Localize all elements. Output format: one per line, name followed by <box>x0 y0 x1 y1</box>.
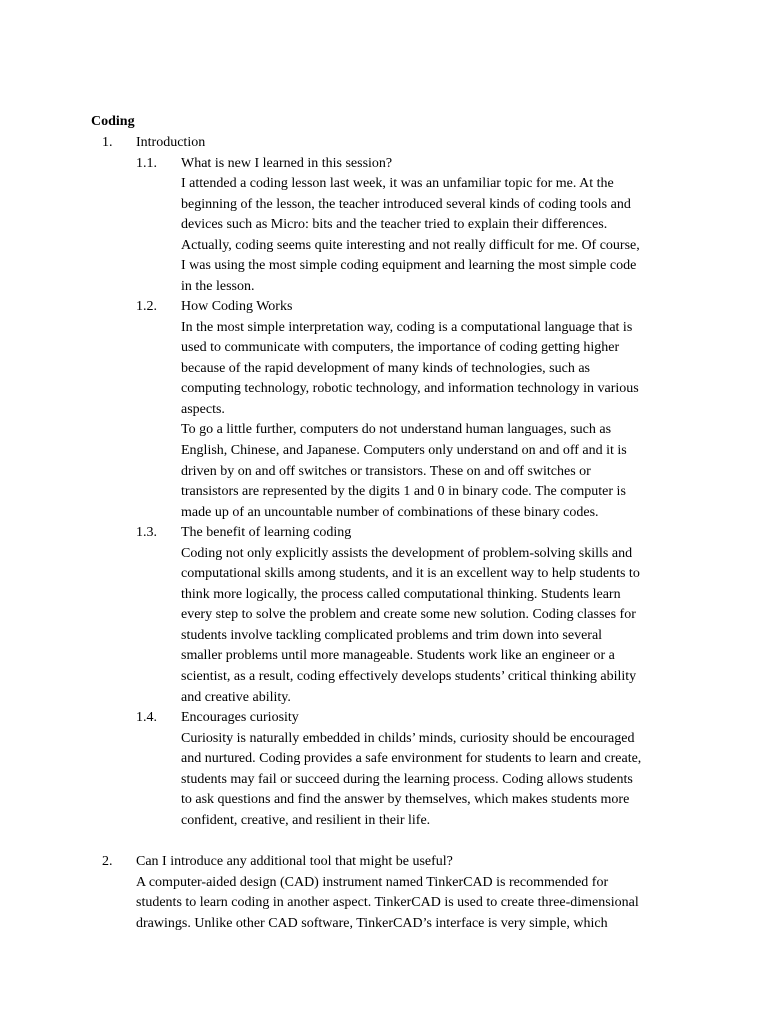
text-line: computing technology, robotic technology, and information technology in various <box>181 381 639 397</box>
subsection-title: What is new I learned in this session? <box>181 155 393 171</box>
text-line: and nurtured. Coding provides a safe environment for students to learn and create, <box>181 751 642 767</box>
subsection-number: 1.2. <box>136 299 157 314</box>
subsection-title: The benefit of learning coding <box>181 525 352 540</box>
text-line: smaller problems until more manageable. Students work like an engineer or a <box>181 648 615 664</box>
text-line: Actually, coding seems quite interesting and not really difficult for me. Of course, <box>181 237 640 253</box>
paragraph <box>181 729 681 832</box>
paragraph <box>181 318 681 524</box>
text-line: think more logically, the process called computational thinking. Students learn <box>181 586 621 602</box>
text-line: computational skills among students, and it is an excellent way to help students to <box>181 566 640 582</box>
text-line: beginning of the lesson, the teacher introduced several kinds of coding tools and <box>181 196 631 212</box>
subsection-title: How Coding Works <box>181 299 293 314</box>
text-line: English, Chinese, and Japanese. Computers only understand on and off and it is <box>181 443 627 459</box>
text-line: aspects. <box>181 401 225 417</box>
section-title: Introduction <box>136 135 206 150</box>
text-line: To go a little further, computers do not understand human languages, such as <box>181 422 612 438</box>
subsection-title: Encourages curiosity <box>181 710 299 725</box>
subsection-number: 1.1. <box>136 155 157 171</box>
text-line: drawings. Unlike other CAD software, TinkerCAD’s interface is very simple, which <box>136 915 608 931</box>
subsection-number: 1.3. <box>136 525 157 540</box>
text-line: Curiosity is naturally embedded in childs’ minds, curiosity should be encouraged <box>181 730 635 746</box>
text-line: devices such as Micro: bits and the teacher tried to explain their differences. <box>181 217 608 233</box>
text-line: In the most simple interpretation way, coding is a computational language that is <box>181 319 633 335</box>
text-line: A computer-aided design (CAD) instrument named TinkerCAD is recommended for <box>136 874 609 890</box>
paragraph <box>181 174 681 298</box>
text-line: because of the rapid development of many kinds of technologies, such as <box>181 360 590 376</box>
text-line: driven by on and off switches or transistors. These on and off switches or <box>181 463 591 479</box>
text-line: confident, creative, and resilient in their life. <box>181 812 431 828</box>
text-line: and creative ability. <box>181 689 291 705</box>
paragraph <box>136 873 681 935</box>
text-line: to ask questions and find the answer by themselves, which makes students more <box>181 792 630 808</box>
text-line: used to communicate with computers, the importance of coding getting higher <box>181 340 620 356</box>
section-number: 1. <box>102 135 113 150</box>
subsection-number: 1.4. <box>136 710 157 725</box>
section-title: Can I introduce any additional tool that might be useful? <box>136 854 453 869</box>
text-line: students involve tackling complicated problems and trim down into several <box>181 627 603 643</box>
text-line: in the lesson. <box>181 278 255 294</box>
text-line: every step to solve the problem and create some new solution. Coding classes for <box>181 607 636 623</box>
text-line: Coding not only explicitly assists the development of problem-solving skills and <box>181 545 633 561</box>
text-line: scientist, as a result, coding effectively develops students’ critical thinking ability <box>181 669 637 685</box>
text-line: I attended a coding lesson last week, it was an unfamiliar topic for me. At the <box>181 176 614 191</box>
text-line: transistors are represented by the digits 1 and 0 in binary code. The computer is <box>181 484 626 500</box>
text-line: students may fail or succeed during the learning process. Coding allows students <box>181 771 633 787</box>
section-number: 2. <box>102 854 113 869</box>
document-title: Coding <box>91 114 135 129</box>
text-line: I was using the most simple coding equipment and learning the most simple code <box>181 258 637 274</box>
text-line: students to learn coding in another aspect. TinkerCAD is used to create three-dimensional <box>136 895 639 911</box>
text-line: made up of an uncountable number of combinations of these binary codes. <box>181 504 599 520</box>
paragraph <box>181 544 681 709</box>
